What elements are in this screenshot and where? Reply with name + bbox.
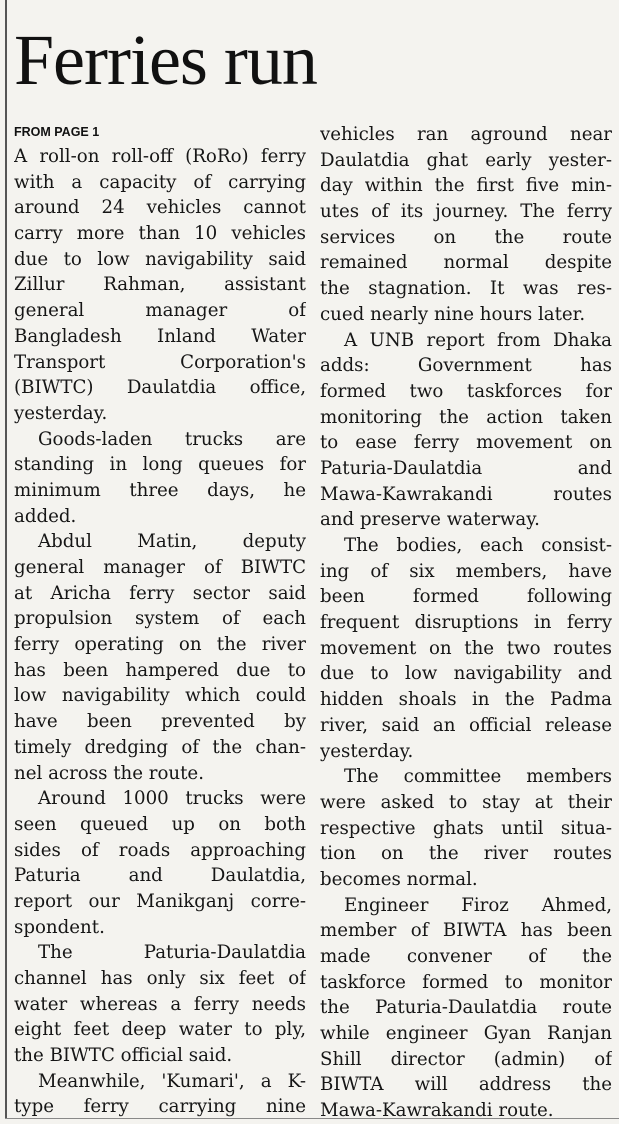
article-line: member of BIWTA has been <box>320 920 612 942</box>
article-line: Meanwhile, 'Kumari', a K- <box>38 1070 306 1092</box>
article-line: nel across the route. <box>14 762 204 784</box>
article-line: the stagnation. It was res- <box>320 278 612 300</box>
article-line: Bangladesh Inland Water <box>14 325 306 347</box>
article-line: services on the route <box>320 226 612 248</box>
article-line: added. <box>14 505 77 527</box>
article-line: eight feet deep water to ply, <box>14 1019 306 1041</box>
article-line: frequent disruptions in ferry <box>320 612 612 634</box>
article-line: Paturia and Daulatdia, <box>14 865 306 887</box>
article-line: hidden shoals in the Padma <box>320 689 612 711</box>
article-line: general manager of BIWTC <box>14 557 306 578</box>
article-line: sides of roads approaching <box>14 839 306 861</box>
article-line: carry more than 10 vehicles <box>14 223 306 245</box>
article-line: utes of its journey. The ferry <box>320 201 612 223</box>
article-line: (BIWTC) Daulatdia office, <box>14 377 306 399</box>
article-line: seen queued up on both <box>14 813 306 835</box>
article-line: the BIWTC official said. <box>14 1045 233 1067</box>
article-line: Goods-laden trucks are <box>38 428 306 450</box>
article-line: ferry operating on the river <box>14 634 306 656</box>
article-line: Engineer Firoz Ahmed, <box>344 894 612 916</box>
article-line: The bodies, each consist- <box>344 535 612 556</box>
article-line: to ease ferry movement on <box>320 432 612 454</box>
article-line: tion on the river routes <box>320 843 612 865</box>
article-line: The committee members <box>344 766 612 788</box>
article-line: Around 1000 trucks were <box>38 788 306 810</box>
article-line: The Paturia-Daulatdia <box>38 942 306 964</box>
article-column-right <box>320 122 612 1124</box>
article-line: standing in long queues for <box>14 454 306 476</box>
article-line: due to low navigability and <box>320 663 612 685</box>
article-line: A UNB report from Dhaka <box>344 329 612 351</box>
article-column-left <box>14 144 306 1120</box>
article-line: been formed following <box>320 586 612 608</box>
article-line: becomes normal. <box>320 868 478 890</box>
article-line: propulsion system of each <box>14 608 306 630</box>
article-line: at Aricha ferry sector said <box>14 582 306 604</box>
article-line: ing of six members, have <box>320 560 612 582</box>
article-line: channel has only six feet of <box>14 968 306 989</box>
article-line: remained normal despite <box>320 252 612 274</box>
article-line: cued nearly nine hours later. <box>320 303 586 325</box>
article-line: timely dredging of the chan- <box>14 736 306 758</box>
article-line: river, said an official release <box>320 714 612 736</box>
article-line: Transport Corporation's <box>14 351 306 373</box>
article-line: taskforce formed to monitor <box>320 971 612 993</box>
article-line: yesterday. <box>320 740 414 762</box>
article-line: monitoring the action taken <box>320 406 612 428</box>
article-line: the Paturia-Daulatdia route <box>320 997 612 1019</box>
article-line: adds: Government has <box>320 355 612 377</box>
article-line: type ferry carrying nine <box>14 1096 306 1118</box>
article-line: made convener of the <box>320 946 612 967</box>
article-line: low navigability which could <box>14 685 306 707</box>
article-line: formed two taskforces for <box>320 380 612 402</box>
article-line: minimum three days, he <box>14 479 306 501</box>
article-line: and preserve waterway. <box>320 509 540 531</box>
article-line: has been hampered due to <box>14 659 306 681</box>
article-line: report our Manikganj corre- <box>14 890 306 912</box>
headline: Ferries run <box>14 20 317 100</box>
article-line: vehicles ran aground near <box>320 124 612 145</box>
article-line: have been prevented by <box>14 711 306 733</box>
article-line: around 24 vehicles cannot <box>14 197 306 219</box>
article-line: movement on the two routes <box>320 637 612 659</box>
article-line: Shill director (admin) of <box>320 1048 612 1070</box>
article-line: day within the first five min- <box>320 175 612 197</box>
article-line: BIWTA will address the <box>320 1074 612 1096</box>
article-line: Abdul Matin, deputy <box>38 531 306 553</box>
article-line: due to low navigability said <box>14 248 306 270</box>
article-line: yesterday. <box>14 402 108 424</box>
article-line: general manager of <box>14 300 306 322</box>
article-line: A roll-on roll-off (RoRo) ferry <box>14 146 306 167</box>
article-line: Mawa-Kawrakandi route. <box>320 1100 554 1122</box>
article-line: water whereas a ferry needs <box>14 993 306 1015</box>
article-line: with a capacity of carrying <box>14 171 306 193</box>
article-line: Daulatdia ghat early yester- <box>320 149 612 171</box>
article-line: Mawa-Kawrakandi routes <box>320 483 612 505</box>
article-line: respective ghats until situa- <box>320 817 612 839</box>
article-line: spondent. <box>14 916 105 938</box>
article-line: Zillur Rahman, assistant <box>14 274 306 296</box>
column-rule-left <box>5 0 7 1119</box>
kicker-from-page: FROM PAGE 1 <box>14 125 100 139</box>
article-line: Paturia-Daulatdia and <box>320 457 612 479</box>
article-line: while engineer Gyan Ranjan <box>320 1023 612 1045</box>
article-line: were asked to stay at their <box>320 791 612 813</box>
